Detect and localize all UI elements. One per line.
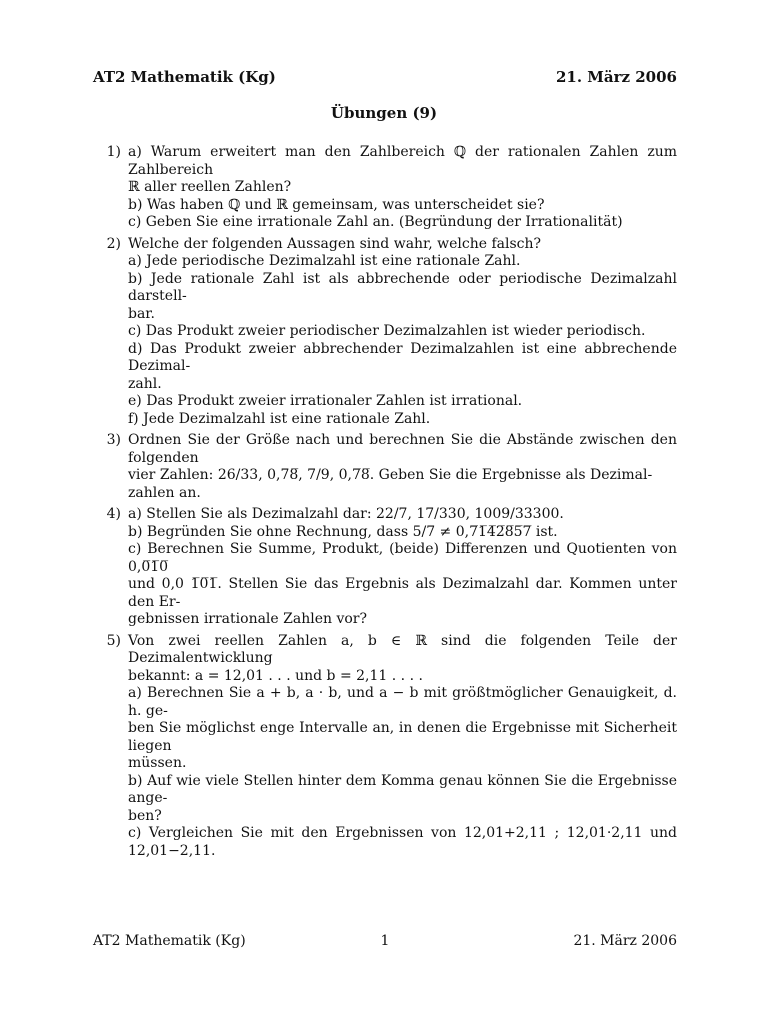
exercise-number: 1) [106, 144, 121, 160]
exercise-line: bekannt: a = 12,01 . . . und b = 2,11 . . . . [128, 667, 423, 684]
exercise-line: a) Warum erweitert man den Zahlbereich ℚ der rationalen Zahlen zum Zahlbereich [128, 144, 677, 178]
exercise-list [93, 144, 677, 864]
exercise-line: Von zwei reellen Zahlen a, b ∈ ℝ sind die folgenden Teile der Dezimalentwicklung [128, 632, 677, 666]
exercise-item [93, 236, 677, 429]
page-header [93, 68, 677, 86]
exercise-line: a) Jede periodische Dezimalzahl ist eine rationale Zahl. [128, 253, 521, 269]
exercise-line: d) Das Produkt zweier abbrechender Dezimalzahlen ist eine abbrechende Dezimal- [128, 340, 677, 374]
exercise-line: b) Was haben ℚ und ℝ gemeinsam, was unterscheidet sie? [128, 196, 545, 213]
exercise-line: a) Stellen Sie als Dezimalzahl dar: 22/7, 17/330, 1009/33300. [128, 506, 564, 522]
exercise-line: c) Geben Sie eine irrationale Zahl an. (Begründung der Irrationalität) [128, 214, 623, 230]
exercise-text [128, 506, 677, 629]
exercise-line: a) Berechnen Sie a + b, a · b, und a − b mit größtmöglicher Genauigkeit, d. h. ge- [128, 685, 677, 719]
header-course: AT2 Mathematik (Kg) [93, 68, 276, 86]
exercise-item [93, 432, 677, 502]
exercise-number: 2) [106, 235, 121, 252]
footer-course: AT2 Mathematik (Kg) [93, 933, 246, 949]
footer-date: 21. März 2006 [573, 933, 677, 949]
exercise-text [128, 432, 677, 502]
exercise-line: ben Sie möglichst enge Intervalle an, in denen die Ergebnisse mit Sicherheit liegen [128, 720, 677, 754]
exercise-line: Ordnen Sie der Größe nach und berechnen Sie die Abstände zwischen den folgenden [128, 432, 677, 466]
exercise-line: b) Jede rationale Zahl ist als abbrechende oder periodische Dezimalzahl darstell- [128, 270, 677, 304]
exercise-text [128, 236, 677, 429]
exercise-number: 3) [106, 432, 121, 448]
exercise-item [93, 506, 677, 629]
exercise-line: und 0,0 1̅0̅1̅. Stellen Sie das Ergebnis als Dezimalzahl dar. Kommen unter den Er- [128, 576, 677, 610]
exercise-line: Welche der folgenden Aussagen sind wahr, welche falsch? [128, 235, 541, 252]
exercise-line: e) Das Produkt zweier irrationaler Zahlen ist irrational. [128, 393, 523, 409]
exercise-number: 5) [106, 632, 121, 649]
exercise-number: 4) [106, 506, 121, 522]
exercise-line: ben? [128, 807, 162, 824]
exercise-line: c) Berechnen Sie Summe, Produkt, (beide) Differenzen und Quotienten von 0,0̅1̅0̅ [128, 541, 677, 575]
exercise-line: b) Auf wie viele Stellen hinter dem Komma genau können Sie die Ergebnisse ange- [128, 772, 677, 806]
exercise-line: gebnissen irrationale Zahlen vor? [128, 611, 367, 627]
exercise-item [93, 144, 677, 232]
exercise-line: vier Zahlen: 26/33, 0,78̅, 7/9, 0,7̅8̅. Geben Sie die Ergebnisse als Dezimal- [128, 467, 653, 483]
exercise-line: b) Begründen Sie ohne Rechnung, dass 5/7 ≠ 0,7̅1̅4̅2̅8̅5̅7̅ ist. [128, 523, 558, 540]
header-date: 21. März 2006 [555, 68, 677, 86]
exercise-line: c) Vergleichen Sie mit den Ergebnissen von 12,01+2,11 ; 12,01·2,11 und 12,01−2,11. [128, 825, 677, 859]
exercise-line: bar. [128, 305, 155, 322]
exercise-line: zahlen an. [128, 484, 201, 501]
exercise-text [128, 633, 677, 861]
exercise-line: c) Das Produkt zweier periodischer Dezimalzahlen ist wieder periodisch. [128, 323, 646, 339]
page-title: Übungen (9) [330, 104, 438, 122]
page-footer [93, 933, 677, 949]
exercise-text [128, 144, 677, 232]
exercise-item [93, 633, 677, 861]
exercise-line: zahl. [128, 375, 162, 392]
exercise-line: ℝ aller reellen Zahlen? [128, 179, 292, 195]
exercise-line: f) Jede Dezimalzahl ist eine rationale Zahl. [128, 410, 431, 427]
exercise-line: müssen. [128, 755, 187, 771]
page-number: 1 [380, 933, 390, 949]
